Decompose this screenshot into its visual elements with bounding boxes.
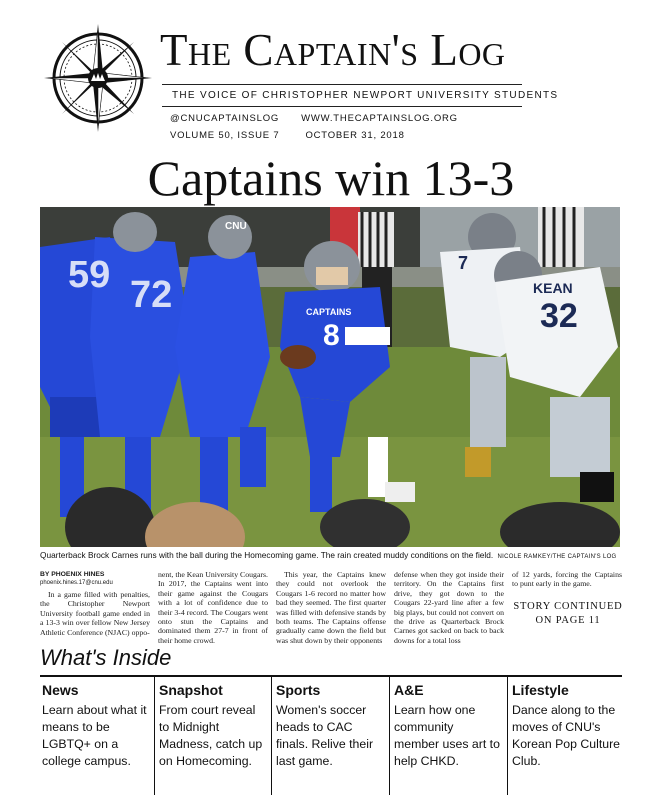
social-handle: @CNUCAPTAINSLOG — [170, 113, 280, 124]
masthead-rule-top — [162, 84, 522, 85]
section-snapshot[interactable] — [155, 677, 272, 795]
section-teaser: Learn about what it means to be LGBTQ+ on a college campus. — [42, 703, 147, 768]
masthead-issue-line — [170, 130, 431, 141]
section-name: Sports — [276, 682, 321, 698]
section-sports[interactable] — [272, 677, 390, 795]
masthead-rule-bottom — [162, 106, 522, 107]
story-continued-link[interactable]: STORY CONTINUED ON PAGE 11 — [513, 601, 623, 626]
website-link[interactable]: WWW.THECAPTAINSLOG.ORG — [301, 113, 458, 124]
section-name: Snapshot — [159, 682, 223, 698]
section-teaser: Women's soccer heads to CAC finals. Relive their last game. — [276, 703, 374, 768]
section-teaser: Learn how one community member uses art to help CHKD. — [394, 703, 500, 768]
page-headline: Captains win 13-3 — [147, 150, 515, 206]
issue-date: OCTOBER 31, 2018 — [305, 130, 405, 141]
masthead-contact-line — [170, 113, 480, 124]
jersey-number-59: 59 — [68, 254, 111, 296]
jersey-number-32: 32 — [540, 297, 578, 335]
article-paragraph: In a game filled with penalties, the Christopher Newport University football game ended in a 13-3 win over fellow New Jersey Athletic Conference (NJAC) oppo- — [40, 590, 150, 637]
jersey-number-7: 7 — [458, 253, 469, 273]
section-lifestyle[interactable] — [508, 677, 622, 795]
section-teaser: From court reveal to Midnight Madness, catch up on Homecoming. — [159, 703, 263, 768]
section-news[interactable] — [40, 677, 155, 795]
article-paragraph: nent, the Kean University Cougars. In 2017, the Captains went into their game against the Cougars with a lot of confidence due to their 3-4 record. The Cougars went onto stun the Captains and dominated them 27-7 in front of their home crowd. — [158, 570, 268, 645]
article-column-2 — [158, 570, 268, 645]
article-byline: BY PHOENIX HINES — [40, 571, 105, 578]
section-name: Lifestyle — [512, 682, 569, 698]
article-paragraph: This year, the Captains knew they could not overlook the Cougars 1-6 record no matter how bad they seemed. The first quarter was filled with defensive stands by both teams. The Captains offense gradually came down the field but was shut down by their opponents — [276, 570, 386, 645]
jersey-text-captains: CAPTAINS — [306, 307, 352, 317]
section-teaser: Dance along to the moves of CNU's Korean Pop Culture Club. — [512, 703, 621, 768]
article-column-4 — [394, 570, 504, 645]
volume-issue: VOLUME 50, ISSUE 7 — [170, 130, 280, 141]
lead-article — [40, 570, 626, 645]
helmet-text-cnu: CNU — [225, 221, 247, 232]
article-column-3 — [276, 570, 386, 645]
jersey-number-72: 72 — [130, 274, 173, 316]
article-author-email[interactable]: phoenix.hines.17@cnu.edu — [40, 580, 113, 586]
photo-caption-text: Quarterback Brock Carnes runs with the ball during the Homecoming game. The rain created muddy conditions on the field. — [40, 550, 494, 560]
article-paragraph: of 12 yards, forcing the Captains to punt early in the game. — [512, 570, 622, 589]
masthead-title: The Captain's Log — [160, 25, 506, 75]
photo-credit: NICOLE RAMKEY/THE CAPTAIN'S LOG — [497, 554, 617, 560]
masthead-tagline: THE VOICE OF CHRISTOPHER NEWPORT UNIVERSITY STUDENTS — [172, 90, 559, 101]
section-arts-entertainment[interactable] — [390, 677, 508, 795]
article-column-1 — [40, 570, 150, 637]
jersey-number-8: 8 — [323, 319, 340, 352]
section-name: News — [42, 682, 79, 698]
whats-inside-sections — [40, 677, 622, 795]
section-name: A&E — [394, 682, 424, 698]
jersey-text-kean: KEAN — [533, 280, 573, 296]
compass-rose-logo-icon — [44, 24, 152, 132]
photo-caption — [40, 550, 630, 563]
article-column-5 — [512, 570, 622, 589]
whats-inside-heading: What's Inside — [40, 645, 172, 670]
lead-photo — [40, 207, 620, 547]
article-paragraph: defense when they got inside their territory. On the Captains first drive, they got down to the Cougars 22-yard line after a few big plays, but could not convert on the drive as Quarterback Brock Carnes got sacked on back to back downs for a total loss — [394, 570, 504, 645]
